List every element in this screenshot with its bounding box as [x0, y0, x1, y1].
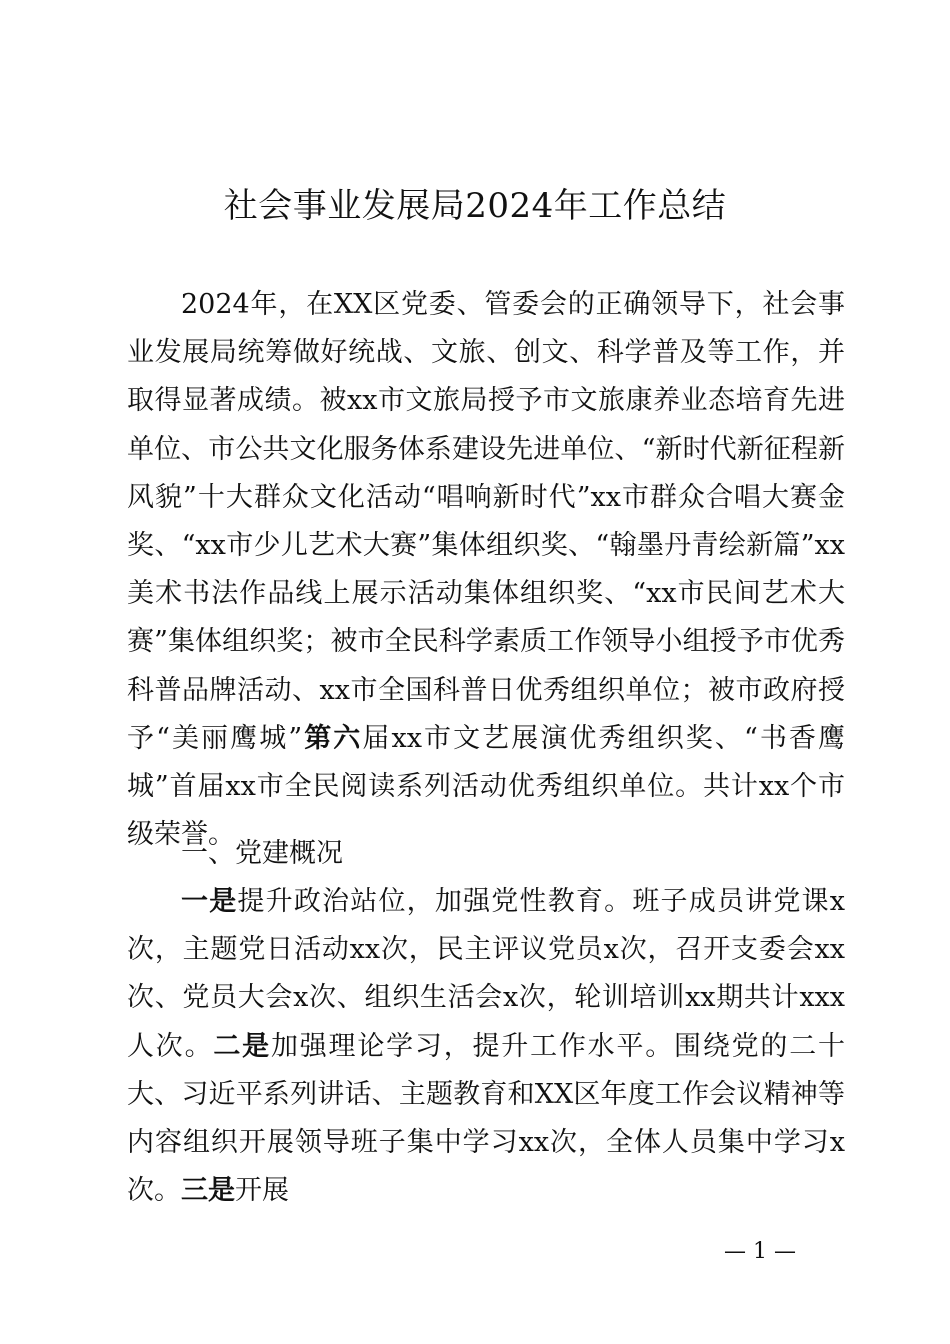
- intro-bold-text: 第六: [302, 722, 363, 754]
- intro-text-part1: 2024年，在XX区党委、管委会的正确领导下，社会事业发展局统筹做好统战、文旅、创文、科学普及等工作，并取得显著成绩。被xx市文旅局授予市文旅康养业态培育先进单位、市公共文化服务体系建设先进单位、“新时代新征程新风貌”十大群众文化活动“唱响新时代”xx市群众合唱大赛金奖、“xx市少儿艺术大赛”集体组织奖、“翰墨丹青绘新篇”xx美术书法作品线上展示活动集体组织奖、“xx市民间艺术大赛”集体组织奖；被市全民科学素质工作领导小组授予市优秀科普品牌活动、xx市全国科普日优秀组织单位；被市政府授予“美丽鹰城”: [127, 289, 845, 754]
- intro-text-part2: 届xx市文艺展演优秀组织奖、“书香鹰城”首届xx市全民阅读系列活动优秀组织单位。共计xx个市级荣誉。: [127, 722, 846, 851]
- intro-paragraph: [127, 281, 845, 859]
- section-paragraph: [127, 878, 845, 1215]
- point-one-label: 一是: [181, 886, 238, 917]
- point-one-text: 提升政治站位，加强党性教育。班子成员讲党课x次，主题党日活动xx次，民主评议党员x次，召开支委会xx次、党员大会x次、组织生活会x次，轮训培训xx期共计xxx人次。: [127, 886, 845, 1062]
- point-three-text: 开展: [235, 1175, 289, 1207]
- document-title: 社会事业发展局2024年工作总结: [223, 186, 727, 226]
- point-three-label: 三是: [181, 1175, 235, 1207]
- point-two-label: 二是: [213, 1030, 271, 1062]
- section-heading: 一、党建概况: [181, 838, 343, 869]
- point-two-text: 加强理论学习，提升工作水平。围绕党的二十大、习近平系列讲话、主题教育和XX区年度工作会议精神等内容组织开展领导班子集中学习xx次，全体人员集中学习x次。: [127, 1030, 846, 1207]
- page-number: — 1 —: [724, 1239, 796, 1264]
